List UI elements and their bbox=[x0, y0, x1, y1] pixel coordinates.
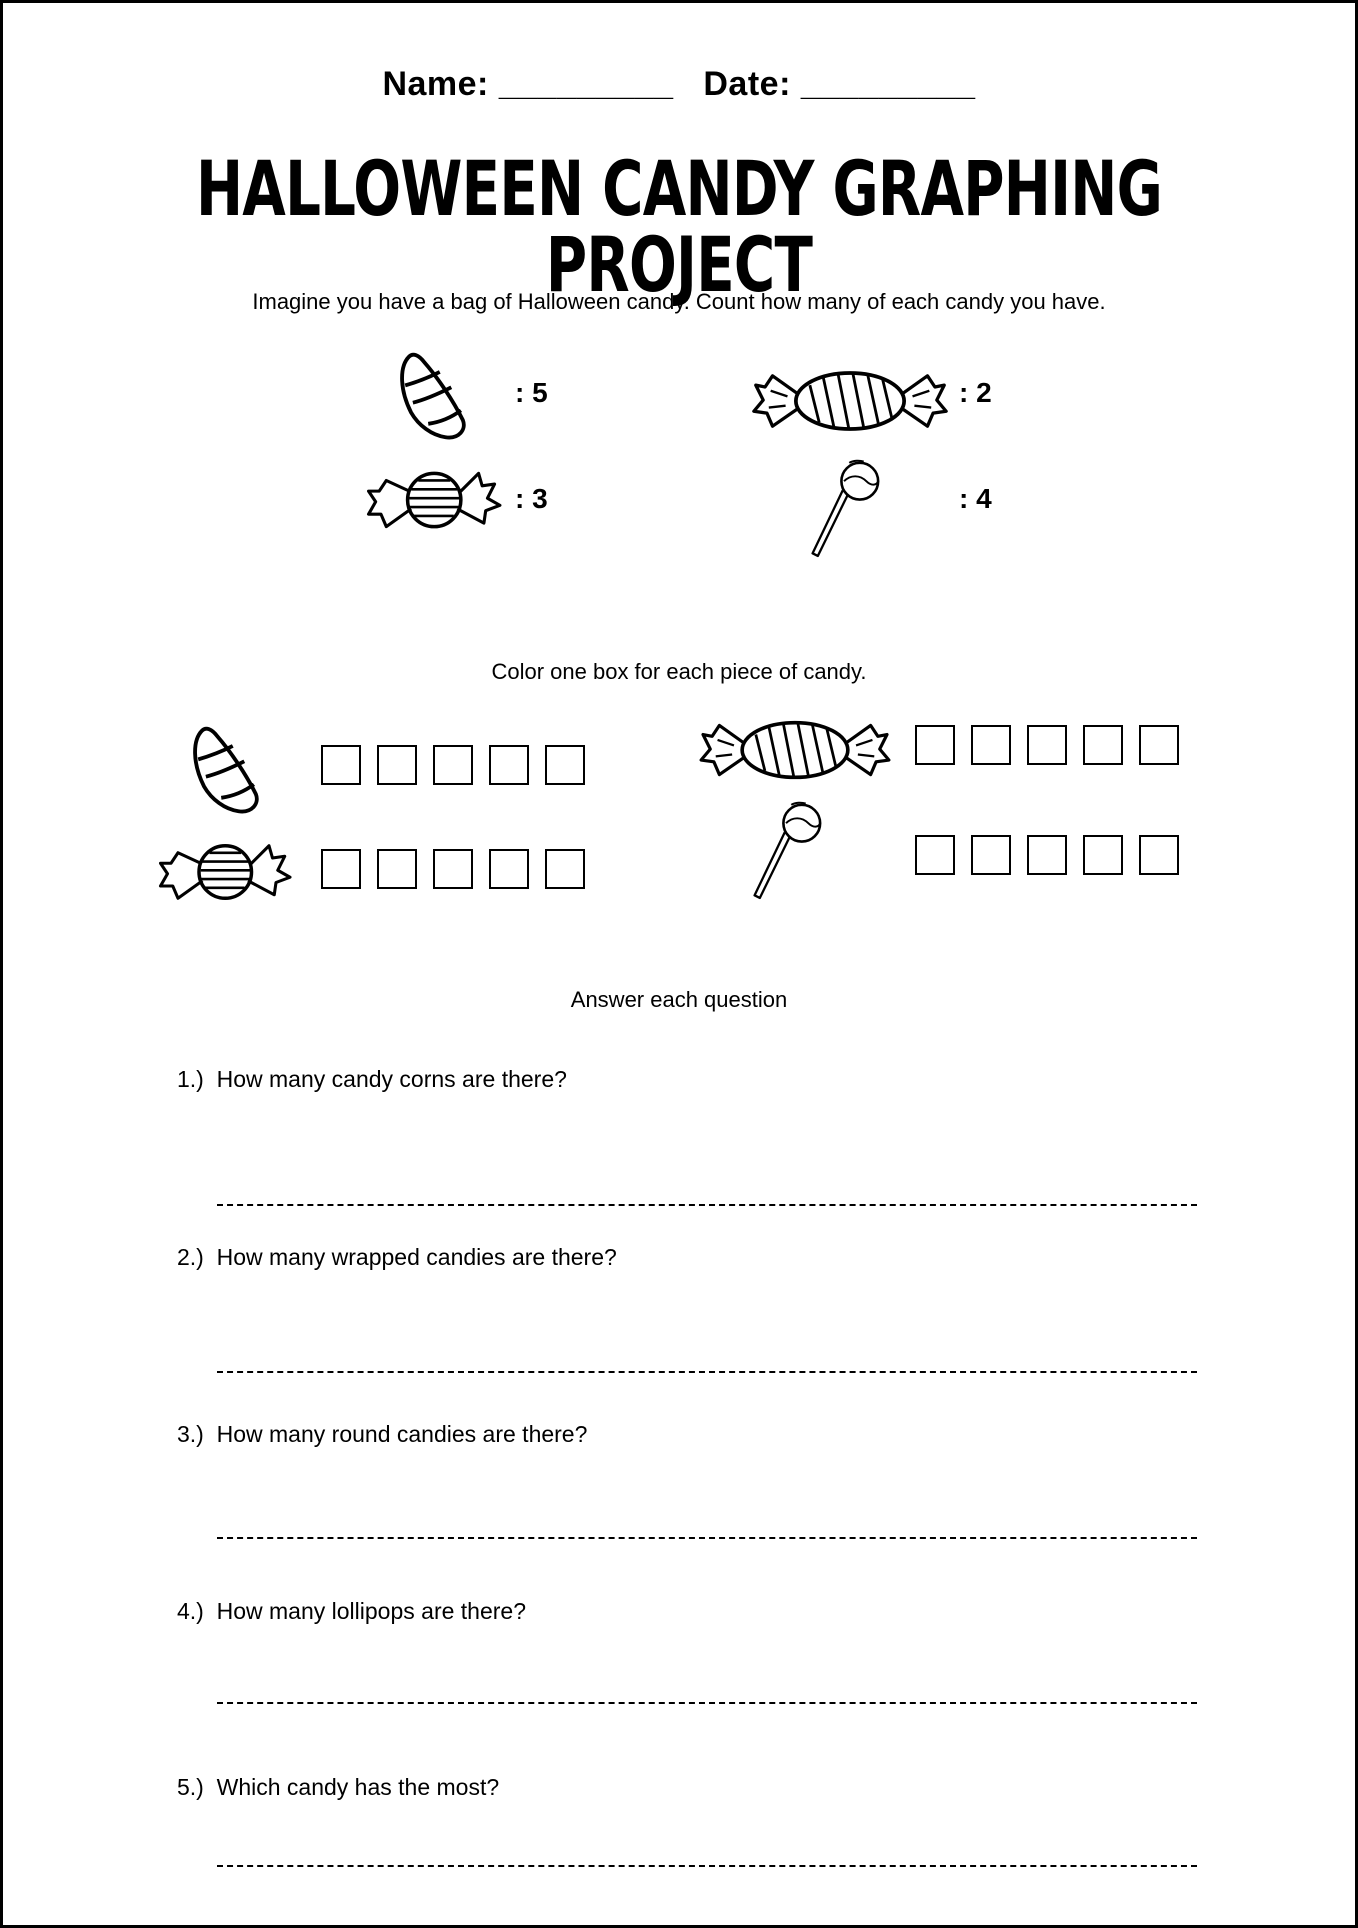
graph-box[interactable] bbox=[321, 745, 361, 785]
graph-box[interactable] bbox=[1139, 725, 1179, 765]
question-text: Which candy has the most? bbox=[216, 1774, 500, 1800]
graph-box[interactable] bbox=[321, 849, 361, 889]
wrapped-candy-count: : 2 bbox=[959, 377, 992, 408]
graph-box[interactable] bbox=[377, 745, 417, 785]
graph-box[interactable] bbox=[915, 725, 955, 765]
lollipop-icon bbox=[781, 455, 911, 573]
question-number: 4.) bbox=[177, 1598, 204, 1624]
graph-box[interactable] bbox=[1083, 835, 1123, 875]
name-label: Name: bbox=[382, 65, 489, 103]
round-candy-box-row bbox=[321, 849, 585, 889]
graph-box[interactable] bbox=[433, 745, 473, 785]
graph-instruction: Color one box for each piece of candy. bbox=[491, 659, 867, 684]
graph-box[interactable] bbox=[545, 849, 585, 889]
question-number: 2.) bbox=[177, 1244, 204, 1270]
question-number: 5.) bbox=[177, 1774, 204, 1800]
graph-box[interactable] bbox=[1139, 835, 1179, 875]
question-5 bbox=[177, 1774, 499, 1801]
answer-line-5[interactable] bbox=[217, 1865, 1197, 1867]
graph-box[interactable] bbox=[377, 849, 417, 889]
round-candy-icon bbox=[157, 827, 297, 917]
graph-box[interactable] bbox=[433, 849, 473, 889]
question-4 bbox=[177, 1598, 526, 1625]
lollipop-count: : 4 bbox=[959, 483, 992, 514]
question-text: How many round candies are there? bbox=[216, 1421, 588, 1447]
date-label: Date: bbox=[703, 65, 791, 103]
name-blank[interactable]: _________ bbox=[498, 65, 674, 103]
question-text: How many wrapped candies are there? bbox=[216, 1244, 617, 1270]
graph-box[interactable] bbox=[545, 745, 585, 785]
question-number: 1.) bbox=[177, 1066, 204, 1092]
round-candy-icon bbox=[365, 455, 507, 545]
graph-box[interactable] bbox=[971, 725, 1011, 765]
question-number: 3.) bbox=[177, 1421, 204, 1447]
questions-heading: Answer each question bbox=[570, 987, 788, 1012]
answer-line-3[interactable] bbox=[217, 1537, 1197, 1539]
question-3 bbox=[177, 1421, 587, 1448]
candy-corn-icon bbox=[395, 347, 473, 443]
graph-box[interactable] bbox=[1027, 835, 1067, 875]
graph-box[interactable] bbox=[1083, 725, 1123, 765]
question-text: How many lollipops are there? bbox=[216, 1598, 527, 1624]
wrapped-candy-icon bbox=[745, 359, 955, 443]
graph-box[interactable] bbox=[1027, 725, 1067, 765]
graph-box[interactable] bbox=[489, 745, 529, 785]
graph-box[interactable] bbox=[915, 835, 955, 875]
page-title: HALLOWEEN CANDY GRAPHING PROJECT bbox=[195, 144, 1163, 309]
graph-box[interactable] bbox=[489, 849, 529, 889]
lollipop-box-row bbox=[915, 835, 1179, 875]
candy-corn-box-row bbox=[321, 745, 585, 785]
answer-line-4[interactable] bbox=[217, 1702, 1197, 1704]
intro-instruction: Imagine you have a bag of Halloween candy. Count how many of each candy you have. bbox=[252, 289, 1106, 314]
wrapped-candy-box-row bbox=[915, 725, 1179, 765]
round-candy-count: : 3 bbox=[515, 483, 548, 514]
candy-corn-count: : 5 bbox=[515, 377, 548, 408]
question-text: How many candy corns are there? bbox=[216, 1066, 567, 1092]
question-2 bbox=[177, 1244, 617, 1271]
lollipop-icon bbox=[723, 797, 853, 915]
candy-corn-icon bbox=[187, 721, 267, 817]
date-blank[interactable]: _________ bbox=[800, 65, 976, 103]
name-date-line bbox=[3, 65, 1355, 104]
answer-line-1[interactable] bbox=[217, 1204, 1197, 1206]
wrapped-candy-icon bbox=[695, 709, 895, 791]
graph-box[interactable] bbox=[971, 835, 1011, 875]
answer-line-2[interactable] bbox=[217, 1371, 1197, 1373]
question-1 bbox=[177, 1066, 567, 1093]
